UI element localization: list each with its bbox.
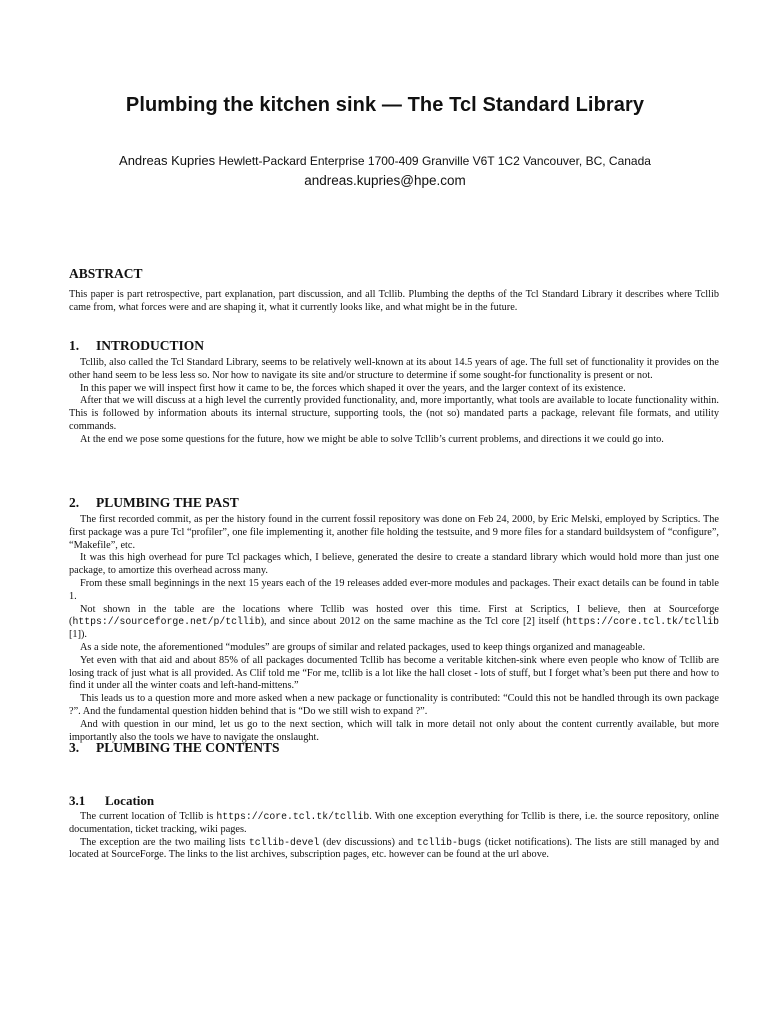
sourceforge-url[interactable]: https://sourceforge.net/p/tcllib <box>72 616 261 628</box>
text-run: [1]). <box>69 629 88 641</box>
paragraph-hosting <box>69 604 719 642</box>
subsection-title: Location <box>105 793 155 808</box>
paragraph-mailing-lists <box>69 837 719 863</box>
text-run: (ticket notifications). The lists are still managed by and located at SourceForge. The links to the list archives, subscription pages, etc. however can be found at the url above. <box>69 836 719 861</box>
section-title: PLUMBING THE PAST <box>96 495 239 510</box>
author-name: Andreas Kupries <box>119 153 216 168</box>
subsection-heading-location <box>69 793 154 809</box>
paper-title: Plumbing the kitchen sink — The Tcl Standard Library <box>125 94 645 116</box>
location-body <box>69 811 719 862</box>
text-run: The exception are the two mailing lists <box>80 836 249 848</box>
introduction-body <box>69 357 719 447</box>
paragraph-location <box>69 811 719 837</box>
author-line <box>0 153 770 168</box>
core-tcl-url[interactable]: https://core.tcl.tk/tcllib <box>566 616 719 628</box>
section-heading-plumbing-the-past <box>69 495 239 511</box>
paragraph: And with question in our mind, let us go to the next section, which will talk in more detail not only about the content currently available, but more importantly also the tools we have to navigate the onslaught. <box>69 718 719 743</box>
author-email: andreas.kupries@hpe.com <box>304 173 466 188</box>
section-heading-plumbing-the-contents <box>69 740 280 756</box>
past-body <box>69 514 719 744</box>
paragraph: Yet even with that aid and about 85% of all packages documented Tcllib has become a veritable kitchen-sink where even people who know of Tcllib are losing track of just what is all provided. As Clif told me “For me, tcllib is a lot like the hall closet - lots of stuff, but I forget what’s been put there and how to find it under all the winter coats and left-hand-mittens.” <box>69 654 719 692</box>
author-affiliation: Hewlett-Packard Enterprise 1700-409 Granville V6T 1C2 Vancouver, BC, Canada <box>218 154 651 168</box>
paragraph: In this paper we will inspect first how it came to be, the forces which shaped it over the years, and the larger context of its existence. <box>80 382 626 394</box>
paragraph: From these small beginnings in the next 15 years each of the 19 releases added ever-more modules and packages. Their exact details can be found in table 1. <box>69 577 719 602</box>
abstract-heading: ABSTRACT <box>69 266 143 281</box>
text-run: . With one exception everything for Tcllib is there, i.e. the source repository, online documentation, ticket tracking, wiki pages. <box>69 811 719 835</box>
subsection-number: 3.1 <box>69 793 86 808</box>
mailing-list-bugs: tcllib-bugs <box>416 836 482 848</box>
text-run: The current location of Tcllib is <box>80 811 217 822</box>
text-run: ), and since about 2012 on the same machine as the Tcl core [2] itself ( <box>260 616 567 628</box>
paragraph: At the end we pose some questions for the future, how we might be able to solve Tcllib’s current problems, and directions it we could go into. <box>80 433 664 445</box>
paragraph: Tcllib, also called the Tcl Standard Library, seems to be relatively well-known at its about 14.5 years of age. The full set of functionality it provides on the other hand seem to be less less so. Nor how to navigate its site and/or structure to determine if some sought-for functionality is present or not. <box>69 357 719 381</box>
paragraph: It was this high overhead for pure Tcl packages which, I believe, generated the desire to create a standard library which would hold more than just one package, to amortize this overhead across many. <box>69 552 719 577</box>
tcllib-url[interactable]: https://core.tcl.tk/tcllib <box>216 811 370 822</box>
abstract-body <box>69 289 719 315</box>
text-run: Not shown in the table are the locations where Tcllib was hosted over this time. First at Scriptics, I believe, then at Sourceforge ( <box>69 603 719 628</box>
abstract-text: This paper is part retrospective, part explanation, part discussion, and all Tcllib. Plumbing the depths of the Tcl Standard Library it describes where Tcllib came from, what forces were and are shaping it, what it currently looks like, and what might be in the future. <box>69 289 719 313</box>
section-number: 1. <box>69 338 80 353</box>
section-number: 2. <box>69 495 80 510</box>
text-run: (dev discussions) and <box>319 836 417 848</box>
mailing-list-devel: tcllib-devel <box>248 836 320 848</box>
paragraph: As a side note, the aforementioned “modules” are groups of similar and related packages, used to keep things organized and manageable. <box>80 641 646 653</box>
paragraph: After that we will discuss at a high level the currently provided functionality, and, more importantly, what tools are available to locate functionality within. This is followed by information abouts its internal structure, supporting tools, the (not so) mandated parts a package, relevant file formats, and utility commands. <box>69 395 719 432</box>
paragraph: This leads us to a question more and more asked when a new package or functionality is contributed: “Could this not be handled through its own package ?”. And the fundamental question hidden behind that is “Do we still wish to expand ?”. <box>69 693 719 717</box>
section-title: INTRODUCTION <box>96 338 205 353</box>
section-number: 3. <box>69 740 80 755</box>
paragraph: The first recorded commit, as per the history found in the current fossil repository was done on Feb 24, 2000, by Eric Melski, employed by Scriptics. The first package was a pure Tcl “profiler”, one file implementing it, another file holding the testsuite, and 9 more files for a standard buildsystem of “configure”, “Makefile”, etc. <box>69 514 719 551</box>
section-title: PLUMBING THE CONTENTS <box>96 740 280 755</box>
section-heading-introduction <box>69 338 204 354</box>
